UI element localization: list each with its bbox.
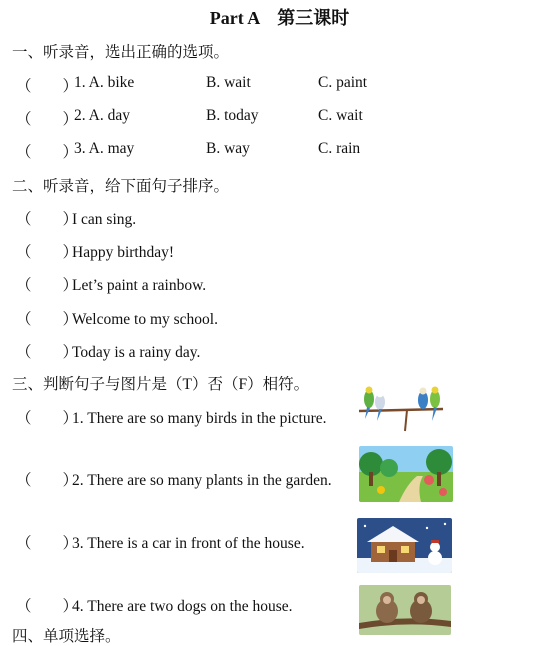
option-c: C. rain [318,140,361,157]
page-title: Part A 第三课时 [209,8,350,28]
answer-blank[interactable]: （ ） [16,244,79,261]
monkeys-on-branch-image [359,585,451,635]
sentence-row-4 [16,307,218,329]
option-a: 1. A. bike [74,74,135,91]
answer-blank[interactable]: （ ） [16,410,79,427]
sentence-row-3 [16,273,206,295]
answer-blank[interactable]: （ ） [16,78,79,95]
option-a: 2. A. day [74,107,130,124]
answer-blank[interactable]: （ ） [16,472,79,489]
sentence-row-5 [16,340,200,362]
sentence-text: I can sing. [72,211,137,228]
judge-row-3 [16,531,305,553]
sentence-text: 3. There is a car in front of the house. [72,535,305,552]
answer-blank[interactable]: （ ） [16,311,79,328]
sentence-row-2 [16,240,174,262]
option-c: C. paint [318,74,368,91]
question-row-2 [16,107,536,129]
sentence-text: 4. There are two dogs on the house. [72,598,293,615]
question-row-1 [16,74,536,96]
sentence-text: 1. There are so many birds in the picture. [72,410,327,427]
option-a: 3. A. may [74,140,135,157]
section-1-heading: 一、听录音，选出正确的选项。 [12,44,230,61]
answer-blank[interactable]: （ ） [16,344,79,361]
answer-blank[interactable]: （ ） [16,598,79,615]
question-row-3 [16,140,536,162]
answer-blank[interactable]: （ ） [16,535,79,552]
section-2-heading: 二、听录音，给下面句子排序。 [12,178,230,195]
judge-row-1 [16,406,327,428]
birds-on-branch-image [355,385,445,433]
sentence-text: 2. There are so many plants in the garden. [72,472,332,489]
sentence-text: Happy birthday! [72,244,175,261]
garden-path-image [359,446,453,502]
option-b: B. way [206,140,250,157]
section-3-heading: 三、判断句子与图片是（T）否（F）相符。 [12,376,310,393]
section-4-heading: 四、单项选择。 [12,628,121,645]
answer-blank[interactable]: （ ） [16,211,79,228]
snowy-house-image [357,518,452,573]
judge-row-4 [16,594,293,616]
judge-row-2 [16,468,332,490]
option-b: B. wait [206,74,251,91]
option-c: C. wait [318,107,363,124]
answer-blank[interactable]: （ ） [16,144,79,161]
sentence-text: Today is a rainy day. [72,344,201,361]
sentence-row-1 [16,207,136,229]
answer-blank[interactable]: （ ） [16,277,79,294]
sentence-text: Let’s paint a rainbow. [72,277,207,294]
answer-blank[interactable]: （ ） [16,111,79,128]
option-b: B. today [206,107,259,124]
sentence-text: Welcome to my school. [72,311,218,328]
